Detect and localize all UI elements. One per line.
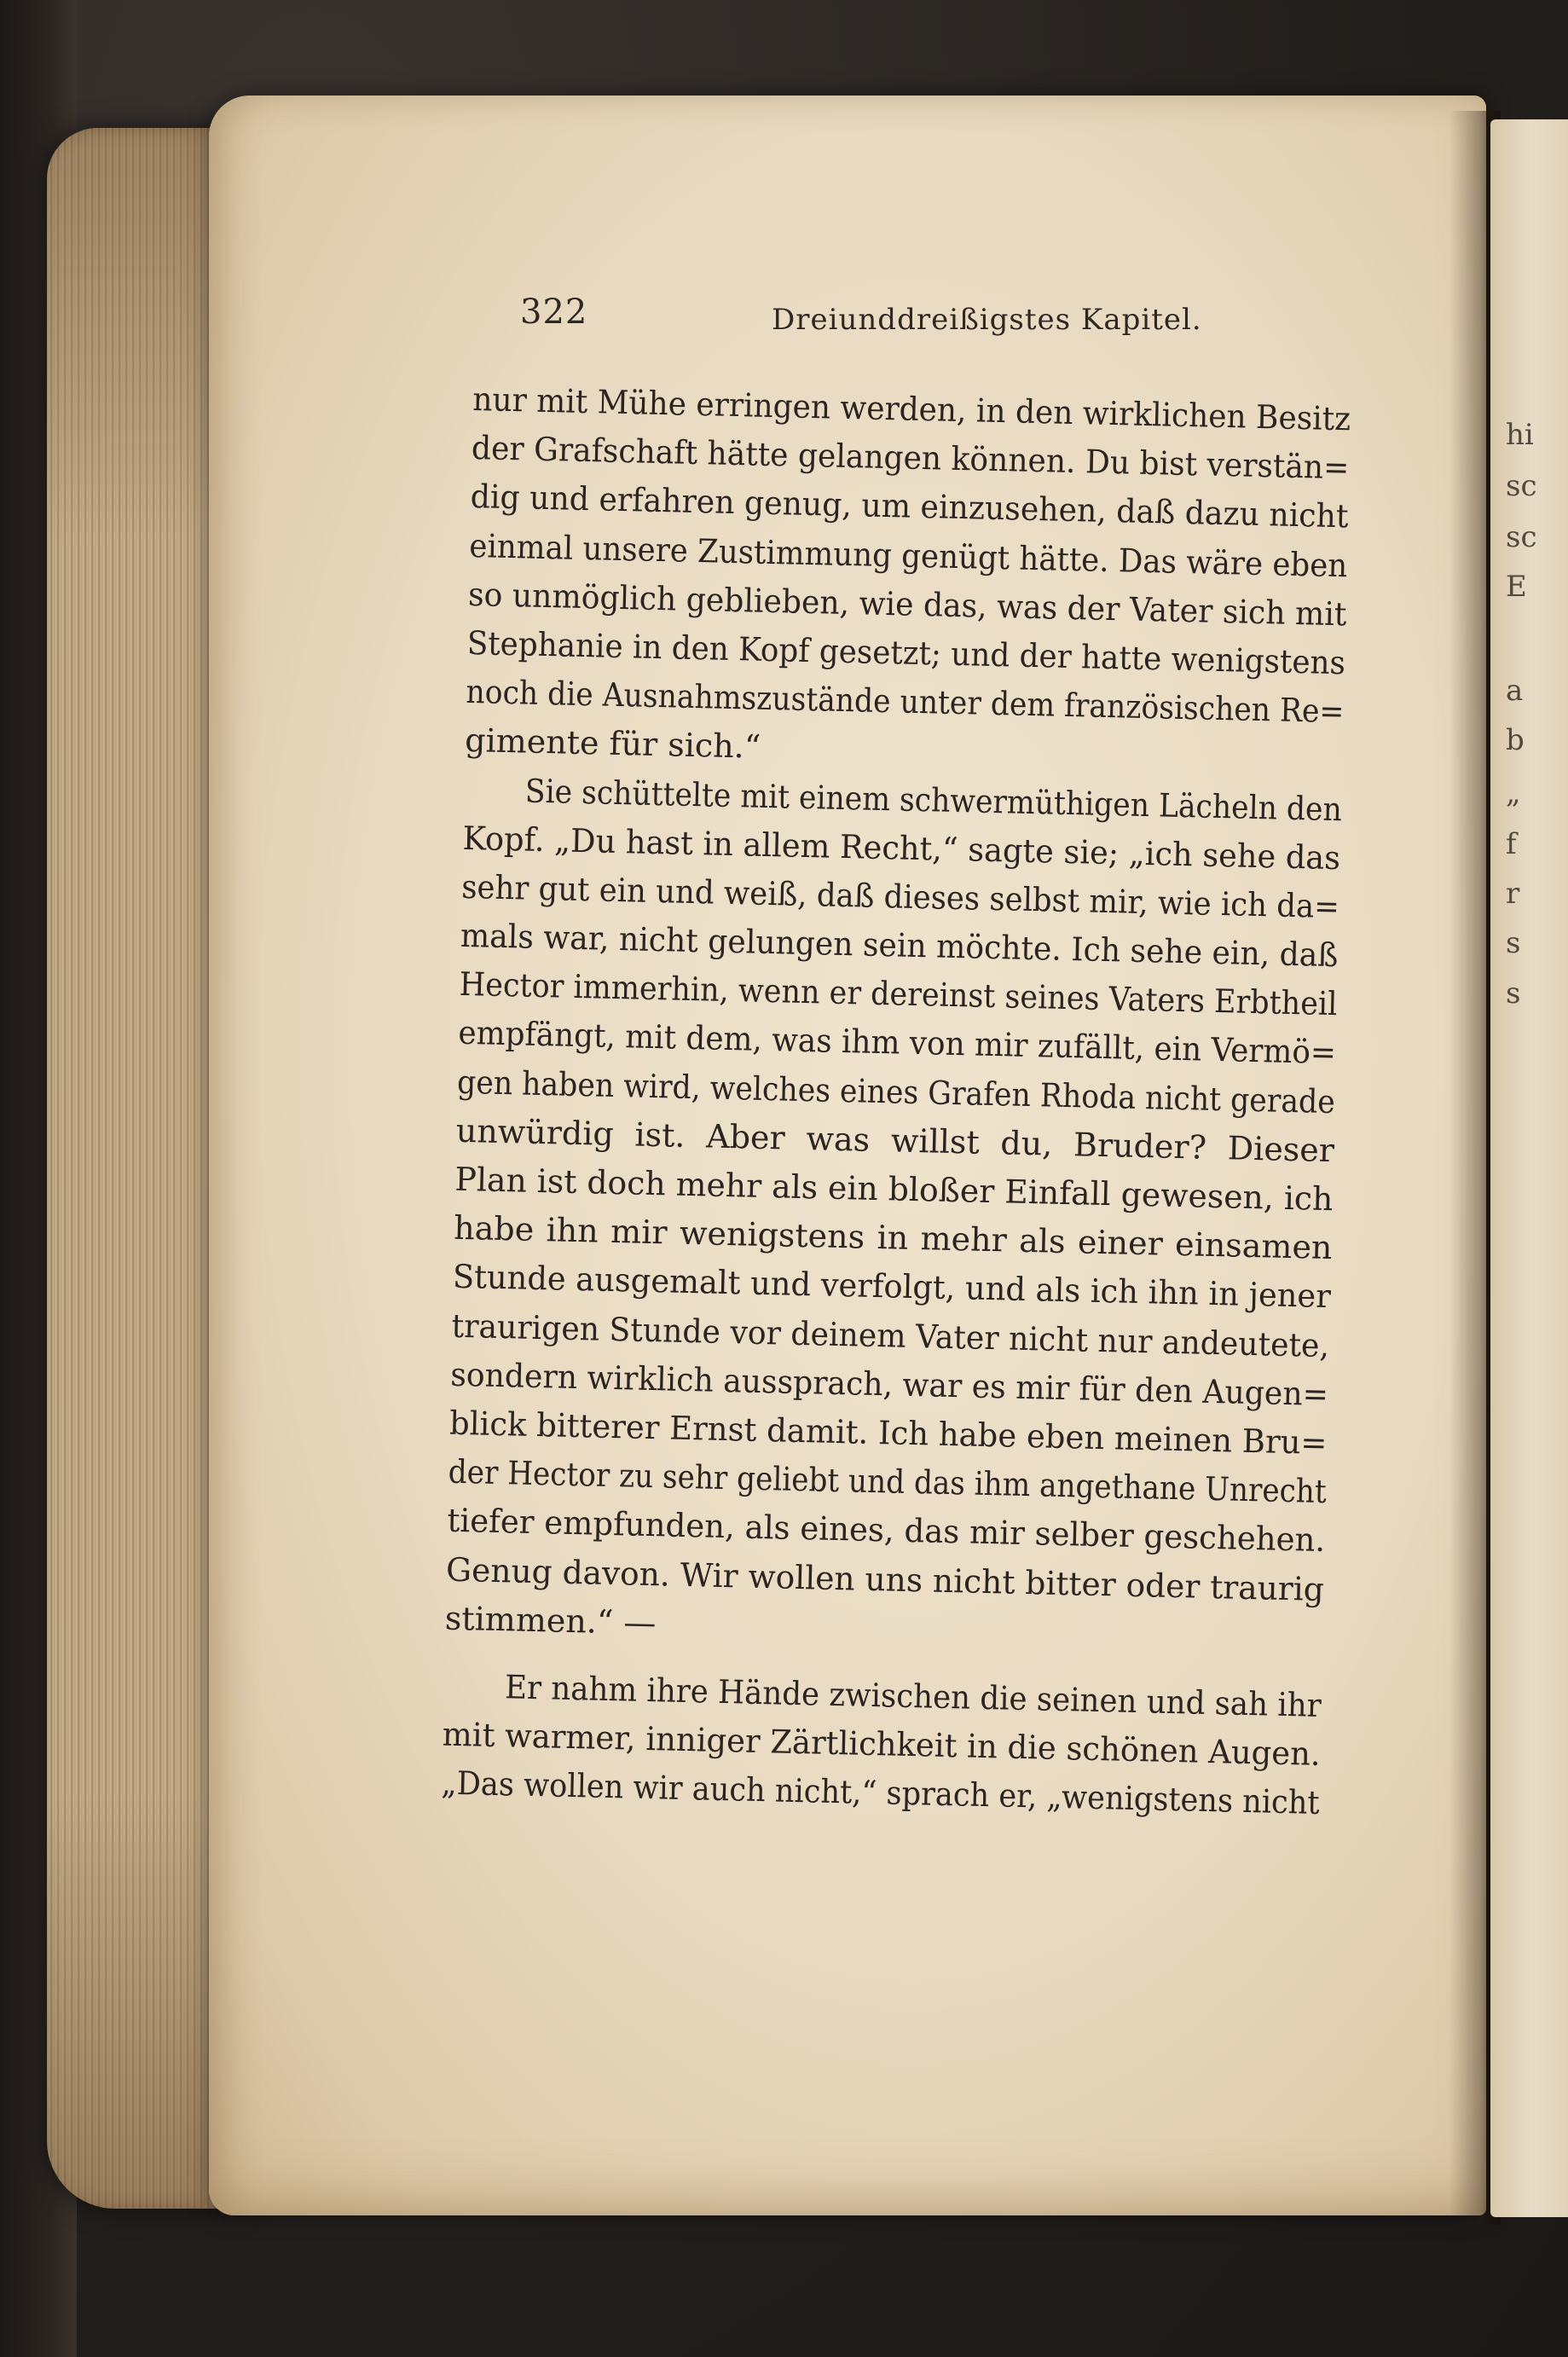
text-line: stimmen.“ — bbox=[444, 1599, 657, 1642]
facing-page-fragment: E bbox=[1506, 570, 1527, 604]
page-header bbox=[520, 292, 1373, 344]
facing-page-fragment: sc bbox=[1506, 469, 1537, 503]
text-line: tiefer empfunden, als eines, das mir selber geschehen. bbox=[447, 1501, 1326, 1560]
facing-page bbox=[1490, 119, 1568, 2217]
facing-page-fragment: „ bbox=[1506, 776, 1521, 810]
text-line: Stephanie in den Kopf gesetzt; und der hatte wenigstens bbox=[466, 623, 1346, 682]
text-line: „Das wollen wir auch nicht,“ sprach er, „wenigstens nicht bbox=[441, 1763, 1321, 1822]
text-line: noch die Ausnahmszustände unter dem französischen Re= bbox=[466, 673, 1345, 731]
facing-page-fragment: b bbox=[1506, 723, 1525, 757]
running-title: Dreiunddreißigstes Kapitel. bbox=[772, 303, 1202, 337]
text-line: der Hector zu sehr geliebt und das ihm angethane Unrecht bbox=[448, 1452, 1328, 1511]
text-line: Er nahm ihre Hände zwischen die seinen und sah ihr bbox=[504, 1668, 1322, 1724]
text-line: blick bitterer Ernst damit. Ich habe eben meinen Bru= bbox=[448, 1404, 1328, 1462]
text-line: mit warmer, inniger Zärtlichkeit in die schönen Augen. bbox=[442, 1715, 1322, 1774]
text-line: empfängt, mit dem, was ihm von mir zufällt, ein Vermö= bbox=[457, 1014, 1337, 1072]
text-line: Stunde ausgemalt und verfolgt, und als ich ihn in jener bbox=[452, 1258, 1332, 1316]
text-line: sondern wirklich aussprach, war es mir für den Augen= bbox=[449, 1355, 1329, 1413]
text-line: dig und erfahren genug, um einzusehen, daß dazu nicht bbox=[470, 478, 1349, 536]
facing-page-fragment: s bbox=[1506, 926, 1521, 960]
facing-page-fragment: a bbox=[1506, 674, 1524, 708]
facing-page-fragment: r bbox=[1506, 877, 1520, 911]
text-line: Genug davon. Wir wollen uns nicht bitter oder traurig bbox=[445, 1550, 1325, 1608]
text-line: habe ihn mir wenigstens in mehr als einer einsamen bbox=[453, 1208, 1333, 1267]
text-line: so unmöglich geblieben, wie das, was der Vater sich mit bbox=[467, 575, 1347, 634]
text-line: gen haben wird, welches eines Grafen Rhoda nicht gerade bbox=[456, 1063, 1336, 1121]
text-line: nur mit Mühe erringen werden, in den wirklichen Besitz bbox=[472, 379, 1351, 438]
text-line: Sie schüttelte mit einem schwermüthigen Lächeln den bbox=[524, 772, 1343, 828]
text-line: einmal unsere Zustimmung genügt hätte. Das wäre eben bbox=[468, 526, 1348, 584]
facing-page-fragment: sc bbox=[1506, 520, 1537, 554]
facing-page-fragment: s bbox=[1506, 976, 1521, 1011]
text-line: traurigen Stunde vor deinem Vater nicht nur andeutete, bbox=[451, 1306, 1330, 1364]
text-line: Hector immerhin, wenn er dereinst seines Vaters Erbtheil bbox=[459, 965, 1338, 1023]
facing-page-fragment: f bbox=[1506, 827, 1517, 861]
facing-page-fragment: hi bbox=[1506, 418, 1534, 452]
text-line: Plan ist doch mehr als ein bloßer Einfall gewesen, ich bbox=[454, 1160, 1334, 1219]
text-line: sehr gut ein und weiß, daß dieses selbst mir, wie ich da= bbox=[460, 867, 1340, 926]
page-number: 322 bbox=[520, 292, 588, 332]
body-text bbox=[441, 375, 1351, 1827]
text-line: der Grafschaft hätte gelangen können. Du bist verstän= bbox=[471, 429, 1350, 487]
text-line: unwürdig ist. Aber was willst du, Bruder? Dieser bbox=[455, 1111, 1335, 1169]
text-line: gimente für sich.“ bbox=[464, 721, 761, 767]
text-line: mals war, nicht gelungen sein möchte. Ich sehe ein, daß bbox=[460, 916, 1339, 975]
text-line: Kopf. „Du hast in allem Recht,“ sagte sie; „ich sehe das bbox=[462, 819, 1341, 877]
